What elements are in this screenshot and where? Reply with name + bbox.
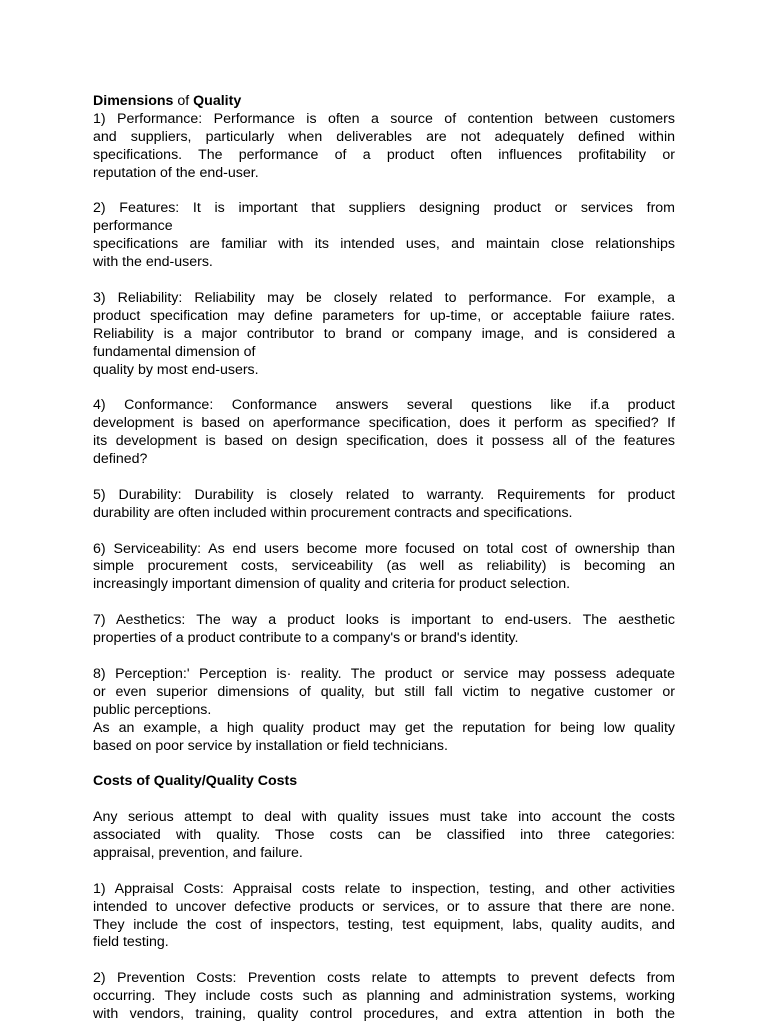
- text-line: durability are often included within procurement contracts and specifications.: [93, 504, 573, 521]
- text-line: As an example, a high quality product may get the reputation for being low quality: [93, 719, 675, 736]
- text-line: specifications are familiar with its intended uses, and maintain close relationships: [93, 236, 675, 253]
- text-line: 1) Appraisal Costs: Appraisal costs relate to inspection, testing, and other activities: [93, 880, 675, 897]
- dimension-performance: [93, 111, 675, 183]
- text-line: with vendors, training, quality control procedures, and extra attention in both the: [93, 1006, 675, 1023]
- text-line: performance: [93, 218, 173, 235]
- cost-appraisal: [93, 881, 675, 953]
- text-line: 5) Durability: Durability is closely related to warranty. Requirements for product: [93, 486, 675, 503]
- text-line: appraisal, prevention, and failure.: [93, 844, 303, 861]
- text-line: and suppliers, particularly when deliverables are not adequately defined within: [93, 128, 675, 145]
- text-line: fundamental dimension of: [93, 343, 256, 360]
- text-line: development is based on aperformance specification, does it perform as specified? If: [93, 415, 675, 432]
- dimensions-heading-word-1: Dimensions: [93, 93, 174, 109]
- text-line: associated with quality. Those costs can be classified into three categories:: [93, 827, 675, 844]
- text-line: 3) Reliability: Reliability may be closely related to performance. For example, a: [93, 289, 675, 306]
- cost-prevention: [93, 970, 675, 1024]
- text-line: 7) Aesthetics: The way a product looks is important to end-users. The aesthetic: [93, 612, 675, 629]
- dimensions-heading: [93, 93, 675, 111]
- text-line: Any serious attempt to deal with quality issues must take into account the costs: [93, 809, 675, 826]
- dimension-aesthetics: [93, 612, 675, 648]
- dimension-perception: [93, 666, 675, 756]
- text-line: public perceptions.: [93, 701, 212, 718]
- text-line: increasingly important dimension of quality and criteria for product selection.: [93, 576, 571, 593]
- text-line: with the end-users.: [93, 254, 213, 271]
- dimension-conformance: [93, 397, 675, 469]
- costs-heading: Costs of Quality/Quality Costs: [93, 773, 298, 790]
- text-line: 6) Serviceability: As end users become more focused on total cost of ownership than: [93, 540, 675, 557]
- text-line: Reliability is a major contributor to brand or company image, and is considered a: [93, 325, 675, 342]
- dimension-serviceability: [93, 541, 675, 595]
- dimensions-heading-connector: of: [173, 93, 194, 109]
- text-line: 8) Perception:' Perception is· reality. The product or service may possess adequate: [93, 665, 675, 682]
- text-line: intended to uncover defective products or services, or to assure that there are none.: [93, 898, 675, 915]
- dimension-durability: [93, 487, 675, 523]
- text-line: based on poor service by installation or field technicians.: [93, 737, 448, 754]
- dimension-features: [93, 200, 675, 272]
- text-line: or even superior dimensions of quality, but still fall victim to negative customer or: [93, 683, 675, 700]
- text-line: 2) Features: It is important that suppliers designing product or services from: [93, 200, 675, 217]
- text-line: simple procurement costs, serviceability (as well as reliability) is becoming an: [93, 558, 675, 575]
- text-line: occurring. They include costs such as planning and administration systems, working: [93, 988, 675, 1005]
- text-line: specifications. The performance of a product often influences profitability or: [93, 146, 675, 163]
- text-line: 2) Prevention Costs: Prevention costs relate to attempts to prevent defects from: [93, 970, 675, 987]
- text-line: its development is based on design specification, does it possess all of the features: [93, 433, 675, 450]
- text-line: reputation of the end-user.: [93, 164, 259, 181]
- text-line: 4) Conformance: Conformance answers several questions like if.a product: [93, 397, 675, 414]
- text-line: 1) Performance: Performance is often a source of contention between customers: [93, 110, 675, 127]
- text-line: properties of a product contribute to a company's or brand's identity.: [93, 630, 519, 647]
- text-line: quality by most end-users.: [93, 361, 259, 378]
- dimensions-heading-word-2: Quality: [193, 93, 242, 109]
- text-line: defined?: [93, 451, 148, 468]
- costs-intro: [93, 809, 675, 863]
- text-line: product specification may define parameters for up-time, or acceptable faiiure rates.: [93, 307, 675, 324]
- dimension-reliability: [93, 290, 675, 380]
- document-body: [93, 93, 675, 1024]
- text-line: They include the cost of inspectors, testing, test equipment, labs, quality audits, and: [93, 916, 675, 933]
- text-line: field testing.: [93, 934, 169, 951]
